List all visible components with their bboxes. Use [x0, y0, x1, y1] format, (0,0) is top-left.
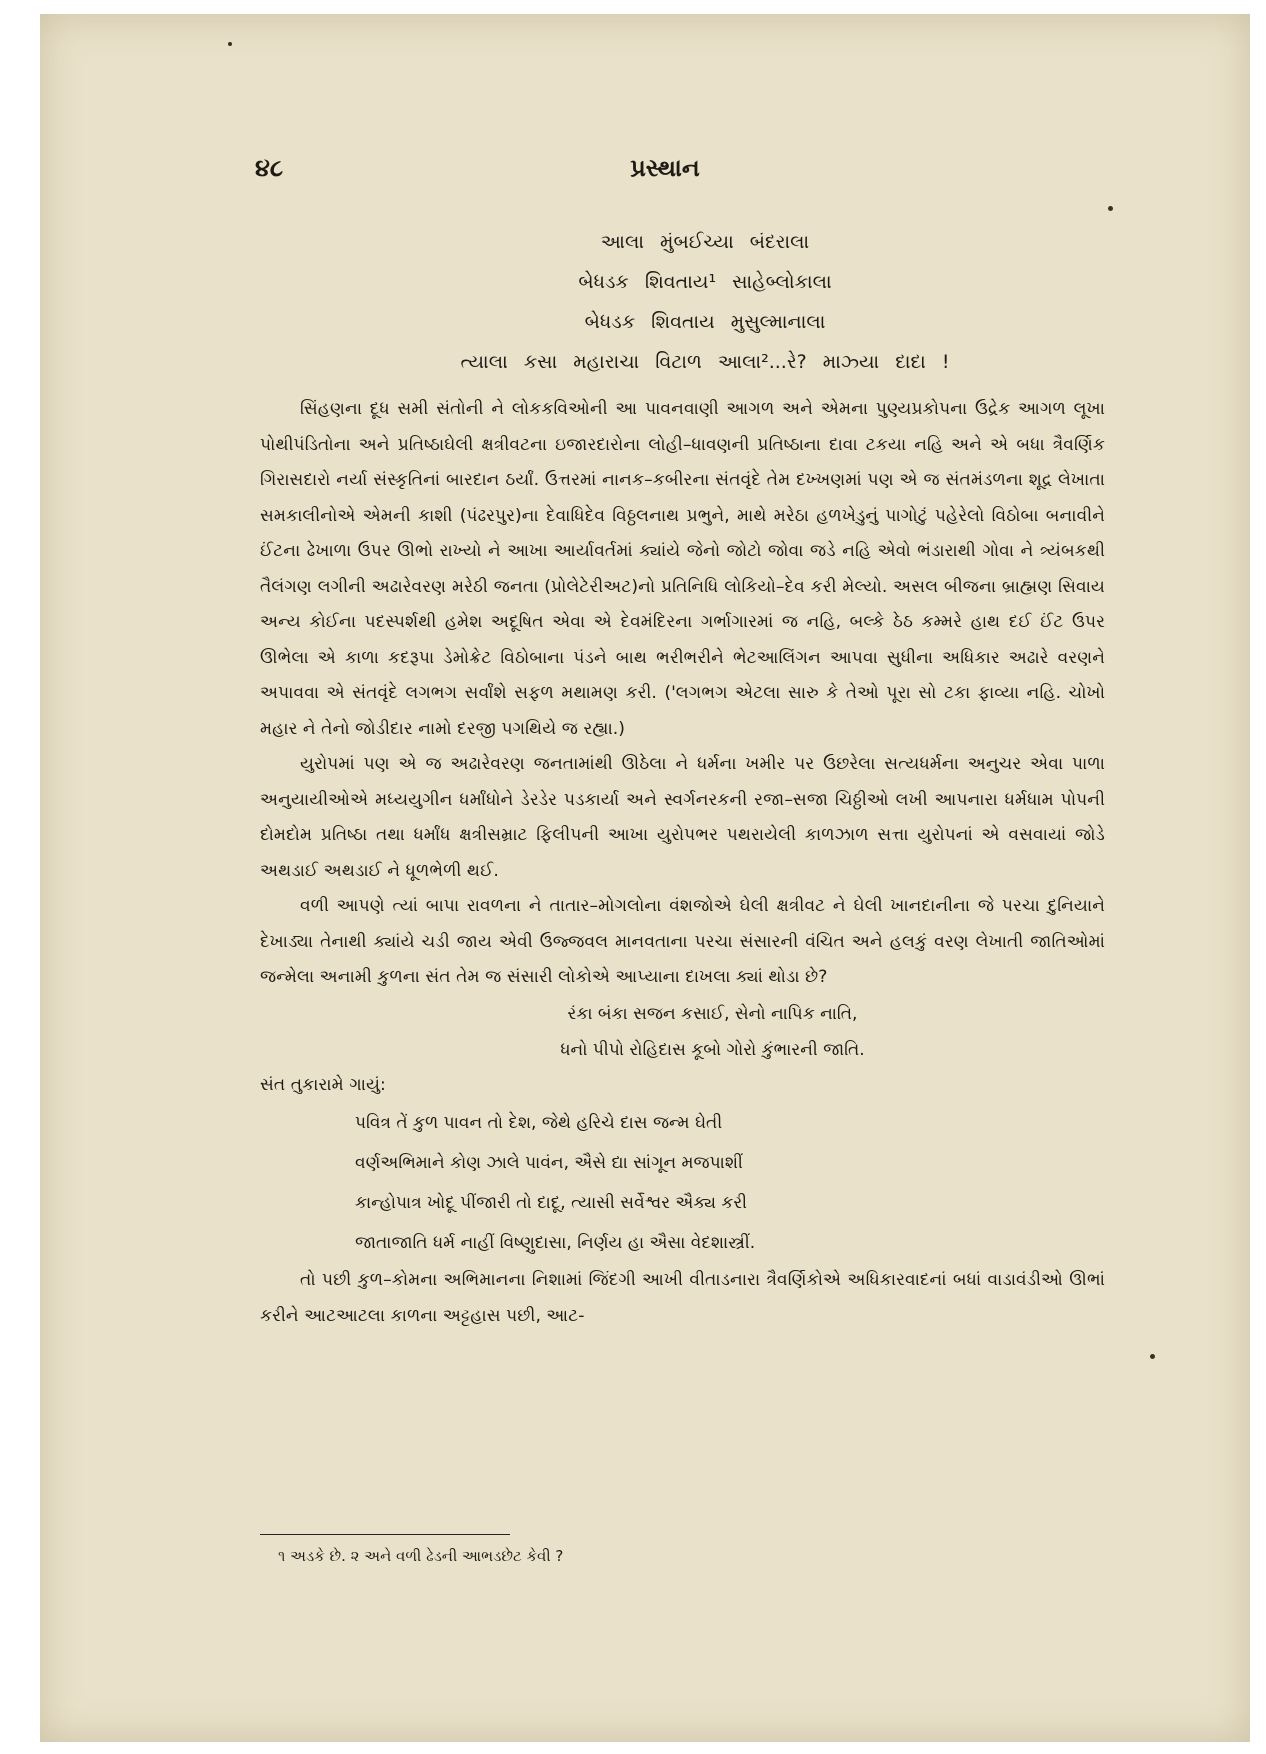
verse-line: કાન્હોપાત્ર ખોદૂ પીંજારી તો દાદૂ, ત્યાસી સર્વેશ્વર ઐક્ય કરી	[355, 1193, 748, 1213]
verse-line: ત્યાલા કસા મહારાચા વિટાળ આલા²...રે? માઝ્યા દાદા !	[460, 351, 950, 373]
couplet-line: ધનો પીપો રોહિદાસ કૂબો ગોરો કુંભારની જાતિ.	[560, 1039, 865, 1060]
body-text	[260, 392, 1105, 1334]
verse-line: વર્ણઅભિમાને કોણ ઝાલે પાવંન, ઐસે દ્યા સાંગૂન મજપાશીં	[355, 1153, 743, 1173]
tukaram-intro: સંત તુકારામે ગાયું:	[260, 1074, 386, 1095]
page-header	[40, 154, 1250, 194]
verse-line: પવિત્ર તેં કુળ પાવન તો દેશ, જેથે હરિચે દાસ જન્મ ઘેતી	[355, 1113, 723, 1133]
book-page	[40, 14, 1250, 1742]
verse-line: આલા મુંબઈચ્યા બંદરાલા	[600, 231, 810, 253]
closing-paragraph: તો પછી કુળ–કોમના અભિમાનના નિશામાં જિંદગી આખી વીતાડનારા ત્રૈવર્ણિકોએ અધિકારવાદનાં બધાં વાડાવંડીઓ ઊભાં કરીને આટઆટલા કાળના અટ્ટહાસ પછી, આટ-	[260, 1270, 1105, 1326]
footnote: ૧ અડકે છે. ૨ અને વળી ઢેડની આભડછેટ કેવી ?	[278, 1547, 564, 1565]
running-title: પ્રસ્થાન	[630, 154, 700, 182]
ink-speck	[1108, 206, 1113, 211]
ink-speck	[228, 42, 232, 46]
opening-verse	[40, 222, 1250, 382]
paragraph: વળી આપણે ત્યાં બાપા રાવળના ને તાતાર–મોગલોના વંશજોએ ઘેલી ક્ષત્રીવટ ને ઘેલી ખાનદાનીના જે પરચા દુનિયાને દેખાડ્યા તેનાથી ક્યાંયે ચડી જાય એવી ઉજ્જવલ માનવતાના પરચા સંસારની વંચિત અને હલકું વરણ લેખાતી જાતિઓમાં જન્મેલા અનામી કુળના સંત તેમ જ સંસારી લોકોએ આપ્યાના દાખલા ક્યાં થોડા છે?	[260, 896, 1105, 987]
ink-speck	[1150, 1354, 1155, 1359]
paragraph: યુરોપમાં પણ એ જ અઢારેવરણ જનતામાંથી ઊઠેલા ને ધર્મના ખમીર પર ઉછરેલા સત્યધર્મના અનુચર એવા પાળા અનુયાયીઓએ મધ્યયુગીન ધર્માંધોને ડેરડેર પડકાર્યા અને સ્વર્ગનરકની રજા–સજા ચિઠ્ઠીઓ લખી આપનારા ધર્મધામ પોપની દોમદોમ પ્રતિષ્ઠા તથા ધર્માંધ ક્ષત્રીસમ્રાટ ફિલીપની આખા યુરોપભર પથરાયેલી કાળઝાળ સત્તા યુરોપનાં એ વસવાયાં જોડે અથડાઈ અથડાઈ ને ધૂળભેળી થઈ.	[260, 754, 1105, 881]
footnote-divider	[260, 1534, 510, 1535]
couplet	[260, 996, 1105, 1068]
verse-line: બેધડક શિવતાય મુસુલ્માનાલા	[584, 311, 826, 333]
paragraph: સિંહણના દૂધ સમી સંતોની ને લોકકવિઓની આ પાવનવાણી આગળ અને એમના પુણ્યપ્રકોપના ઉદ્રેક આગળ લૂખા પોથીપંડિતોના અને પ્રતિષ્ઠાઘેલી ક્ષત્રીવટના ઇજારદારોના લોહી–ધાવણની પ્રતિષ્ઠાના દાવા ટકયા નહિ અને એ બધા ત્રૈવર્ણિક ગિરાસદારો નર્યા સંસ્કૃતિનાં બારદાન ઠર્યાં. ઉત્તરમાં નાનક–કબીરના સંતવૃંદે તેમ દખ્ખણમાં પણ એ જ સંતમંડળના શૂદ્ર લેખાતા સમકાલીનોએ એમની કાશી (પંઢરપુર)ના દેવાધિદેવ વિઠ્ઠલનાથ પ્રભુને, માથે મરેઠા હળખેડુનું પાગોટું પહેરેલો વિઠોબા બનાવીને ઈંટના ઢેખાળા ઉપર ઊભો રાખ્યો ને આખા આર્યાવર્તમાં ક્યાંયે જેનો જોટો જોવા જડે નહિ એવો ભંડારાથી ગોવા ને ત્ર્યંબકથી તૈલંગણ લગીની અઢારેવરણ મરેઠી જનતા (પ્રોલેટેરીઅટ)નો પ્રતિનિધિ લોકિયો–દેવ કરી મેલ્યો. અસલ બીજના બ્રાહ્મણ સિવાય અન્ય કોઈના પદસ્પર્શથી હમેશ અદૂષિત એવા એ દેવમંદિરના ગર્ભાગારમાં જ નહિ, બલ્કે ઠેઠ કમ્મરે હાથ દઈ ઈંટ ઉપર ઊભેલા એ કાળા કદરૂપા ડેમોક્રેટ વિઠોબાના પંડને બાથ ભરીભરીને ભેટઆલિંગન આપવા સુધીના અધિકાર અઢારે વરણને અપાવવા એ સંતવૃંદે લગભગ સર્વાંશે સફળ મથામણ કરી. ('લગભગ એટલા સારુ કે તેઓ પૂરા સો ટકા ફાવ્યા નહિ. ચોખો મહાર ને તેનો જોડીદાર નામો દરજી પગથિયે જ રહ્યા.)	[260, 399, 1105, 739]
verse-line: જાતાજાતિ ધર્મ નાહીં વિષ્ણુદાસા, નિર્ણય હા ઐસા વેદશાસ્ત્રીં.	[355, 1233, 756, 1253]
page-number: ૪૮	[255, 154, 284, 182]
verse-line: બેધડક શિવતાય¹ સાહેબ્લોકાલા	[578, 271, 832, 293]
couplet-line: રંકા બંકા સજન કસાઈ, સેનો નાપિક નાતિ,	[567, 1003, 858, 1024]
tukaram-verse	[260, 1103, 1105, 1263]
